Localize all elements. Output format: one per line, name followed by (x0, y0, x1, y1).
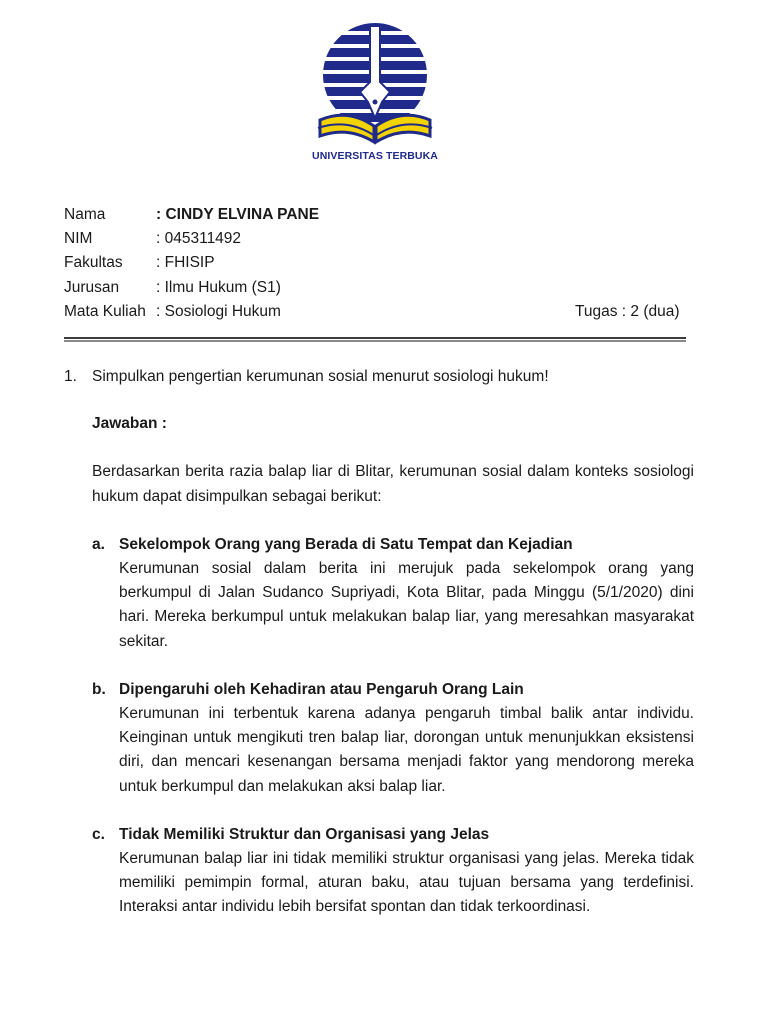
info-value: : FHISIP (156, 254, 215, 272)
point-letter: a. (92, 535, 105, 553)
point-letter: b. (92, 680, 106, 698)
info-label: Nama (64, 206, 106, 223)
point-title: Tidak Memiliki Struktur dan Organisasi yang Jelas (119, 825, 490, 843)
question-number: 1. (64, 368, 77, 385)
info-label: NIM (64, 230, 93, 248)
document-body (64, 365, 694, 920)
point-body: Kerumunan balap liar ini tidak memiliki struktur organisasi yang jelas. Mereka tidak memiliki pemimpin formal, aturan baku, atau tujuan bersama yang terdefinisi. Interaksi antar individu lebih bersifat spontan dan tidak terkoordinasi. (119, 850, 694, 916)
point-letter: c. (92, 825, 105, 843)
point-title: Dipengaruhi oleh Kehadiran atau Pengaruh Orang Lain (119, 680, 524, 698)
answer-label: Jawaban : (92, 415, 167, 433)
info-value: : Ilmu Hukum (S1) (156, 278, 281, 296)
header-divider (64, 337, 686, 343)
info-row-nama (64, 203, 704, 227)
logo-emblem-icon (300, 22, 450, 150)
question-text: Simpulkan pengertian kerumunan sosial menurut sosiologi hukum! (92, 368, 549, 385)
point-title: Sekelompok Orang yang Berada di Satu Tempat dan Kejadian (119, 535, 573, 553)
point-body: Kerumunan sosial dalam berita ini merujuk pada sekelompok orang yang berkumpul di Jalan Sudanco Supriyadi, Kota Blitar, pada Minggu (5/1/2020) dini hari. Mereka berkumpul untuk melakukan balap liar, yang meresahkan masyarakat sekitar. (119, 560, 694, 650)
answer-point-b (92, 678, 694, 799)
task-number: Tugas : 2 (dua) (575, 302, 680, 320)
university-logo (300, 22, 450, 170)
answer-point-c (92, 823, 694, 920)
info-value: : 045311492 (156, 230, 242, 248)
student-info (64, 203, 704, 324)
info-row-fakultas (64, 251, 704, 275)
info-label: Fakultas (64, 254, 123, 272)
info-value: : CINDY ELVINA PANE (156, 206, 320, 223)
question (64, 365, 694, 389)
logo-text: UNIVERSITAS TERBUKA (312, 150, 438, 162)
answer-intro: Berdasarkan berita razia balap liar di Blitar, kerumunan sosial dalam konteks sosiologi hukum dapat disimpulkan sebagai berikut: (92, 463, 694, 505)
info-label: Jurusan (64, 278, 120, 296)
answer-point-a (92, 533, 694, 654)
info-label: Mata Kuliah (64, 302, 146, 320)
info-row-jurusan (64, 276, 704, 300)
info-row-nim (64, 227, 704, 251)
info-value: : Sosiologi Hukum (156, 302, 281, 320)
point-body: Kerumunan ini terbentuk karena adanya pengaruh timbal balik antar individu. Keinginan untuk mengikuti tren balap liar, dorongan untuk menunjukkan eksistensi diri, dan mencari kesenangan bersama menjadi faktor yang mendorong mereka untuk berkumpul dan melakukan aksi balap liar. (119, 705, 694, 795)
info-row-mata-kuliah (64, 300, 704, 324)
